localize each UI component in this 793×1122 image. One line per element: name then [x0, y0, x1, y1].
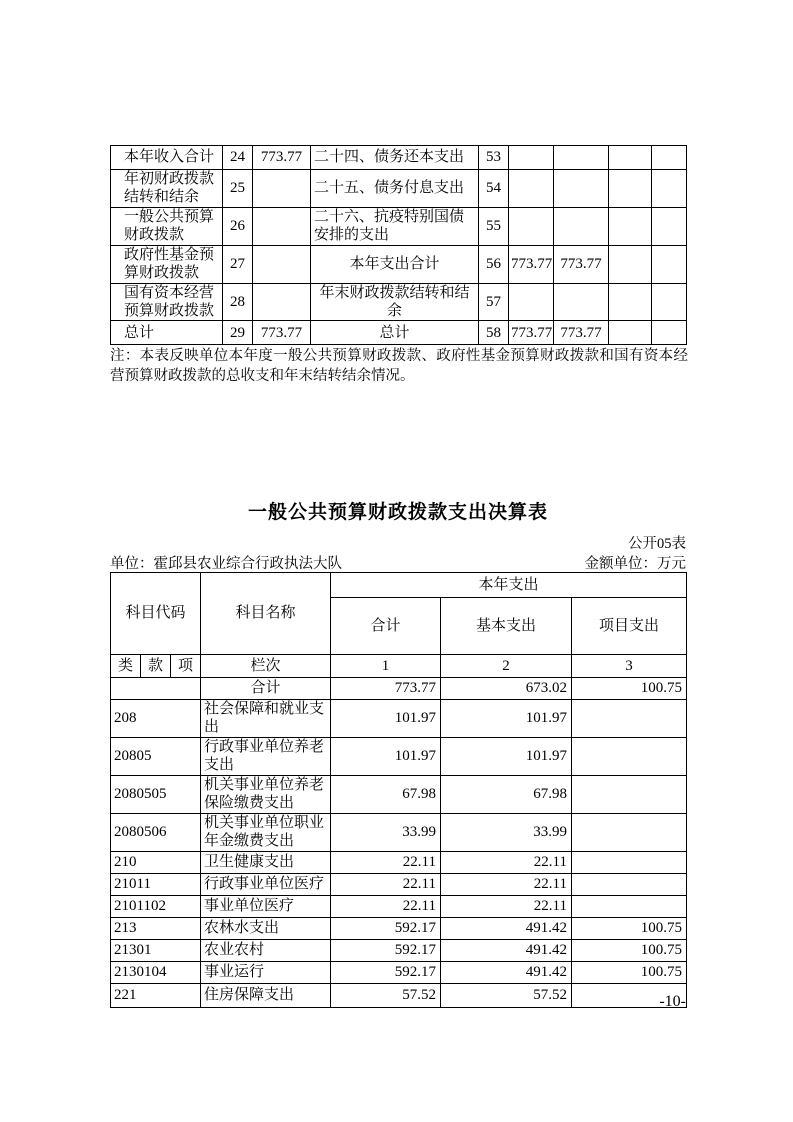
- table-cell: 年末财政拨款结转和结余: [311, 283, 479, 321]
- category-label: 类: [111, 655, 141, 677]
- column-index-3: 3: [572, 655, 687, 678]
- table-cell: 100.75: [572, 961, 687, 983]
- table-row: [111, 813, 687, 851]
- column-index-row: [111, 655, 687, 678]
- table-cell: 27: [223, 245, 253, 283]
- table-cell: 101.97: [441, 737, 572, 775]
- table-cell: 53: [479, 146, 509, 170]
- table-cell: [111, 678, 201, 700]
- column-index-2: 2: [441, 655, 572, 678]
- table-cell: 事业运行: [201, 961, 331, 983]
- table-cell: [609, 207, 652, 245]
- table-cell: 57: [479, 283, 509, 321]
- table-cell: 773.77: [331, 678, 441, 700]
- unit-line: [110, 552, 686, 573]
- table-cell: 行政事业单位医疗: [201, 873, 331, 895]
- section-label: 款: [141, 655, 171, 677]
- table-cell: 57.52: [441, 983, 572, 1007]
- table-cell: 机关事业单位职业年金缴费支出: [201, 813, 331, 851]
- table-cell: [572, 873, 687, 895]
- table-cell: 卫生健康支出: [201, 851, 331, 873]
- table-note: 注：本表反映单位本年度一般公共预算财政拨款、政府性基金预算财政拨款和国有资本经营预算财政拨款的总收支和年末结转结余情况。: [110, 348, 688, 384]
- table-cell: 22.11: [331, 895, 441, 917]
- table-cell: 行政事业单位养老支出: [201, 737, 331, 775]
- table-cell: 本年收入合计: [111, 146, 223, 170]
- table-row: [111, 775, 687, 813]
- table-row: [111, 321, 687, 345]
- table-cell: [572, 775, 687, 813]
- table-cell: [652, 283, 687, 321]
- table-cell: 22.11: [331, 873, 441, 895]
- funding-summary-table: [110, 145, 687, 345]
- table-cell: [652, 321, 687, 345]
- table-cell: 总计: [311, 321, 479, 345]
- table-cell: [509, 146, 554, 170]
- table-row: [111, 207, 687, 245]
- table-cell: 农业农村: [201, 939, 331, 961]
- table-cell: [509, 170, 554, 208]
- table-cell: [652, 146, 687, 170]
- table-code-label: 公开05表: [628, 536, 686, 552]
- table-cell: 101.97: [331, 700, 441, 738]
- table-cell: [652, 245, 687, 283]
- table-cell: [509, 283, 554, 321]
- table-row: [111, 170, 687, 208]
- table-cell: 2080506: [111, 813, 201, 851]
- table-cell: [572, 700, 687, 738]
- table-row: [111, 895, 687, 917]
- table-cell: 57.52: [331, 983, 441, 1007]
- table-cell: 67.98: [331, 775, 441, 813]
- table-row: [111, 873, 687, 895]
- item-label: 项: [177, 657, 193, 674]
- table-cell: 21011: [111, 873, 201, 895]
- table-cell: 住房保障支出: [201, 983, 331, 1007]
- table-cell: 社会保障和就业支出: [201, 700, 331, 738]
- table-cell: 国有资本经营预算财政拨款: [111, 283, 223, 321]
- table-cell: 二十四、债务还本支出: [311, 146, 479, 170]
- table-cell: 2130104: [111, 961, 201, 983]
- header-basic-expenditure: 基本支出: [441, 598, 572, 655]
- table-cell: 22.11: [331, 851, 441, 873]
- table-cell: 491.42: [441, 961, 572, 983]
- header-total: 合计: [331, 598, 441, 655]
- total-row: [111, 678, 687, 700]
- table-cell: 26: [223, 207, 253, 245]
- table-row: [111, 961, 687, 983]
- category-section-item-cell: [111, 655, 201, 678]
- header-current-year-expenditure: 本年支出: [331, 573, 687, 598]
- table-cell: [572, 813, 687, 851]
- table-cell: 100.75: [572, 678, 687, 700]
- header-subject-name: 科目名称: [201, 573, 331, 655]
- funding-summary-table-wrap: [110, 145, 687, 345]
- table-cell: [652, 207, 687, 245]
- table-cell: 二十五、债务付息支出: [311, 170, 479, 208]
- table-cell: 20805: [111, 737, 201, 775]
- table-cell: [652, 170, 687, 208]
- section-title: 一般公共预算财政拨款支出决算表: [247, 502, 548, 523]
- table-cell: 773.77: [509, 245, 554, 283]
- table-cell: 773.77: [253, 321, 311, 345]
- table-cell: 年初财政拨款结转和结余: [111, 170, 223, 208]
- expenditure-table: [110, 572, 687, 1008]
- table-row: [111, 245, 687, 283]
- table-cell: 本年支出合计: [311, 245, 479, 283]
- table-cell: 67.98: [441, 775, 572, 813]
- amount-unit-label: 金额单位：万元: [584, 556, 686, 572]
- table-header-row: [111, 573, 687, 598]
- table-cell: 592.17: [331, 917, 441, 939]
- table-cell: 事业单位医疗: [201, 895, 331, 917]
- table-cell: 773.77: [554, 245, 609, 283]
- table-cell: 213: [111, 917, 201, 939]
- header-subject-code: 科目代码: [111, 573, 201, 655]
- table-cell: [554, 170, 609, 208]
- table-row: [111, 283, 687, 321]
- table-cell: [609, 245, 652, 283]
- table-row: [111, 146, 687, 170]
- table-cell: 491.42: [441, 939, 572, 961]
- table-cell: 210: [111, 851, 201, 873]
- table-cell: [609, 170, 652, 208]
- table-cell: 农林水支出: [201, 917, 331, 939]
- table-row: [111, 737, 687, 775]
- table-cell: 592.17: [331, 961, 441, 983]
- table-cell: 33.99: [331, 813, 441, 851]
- table-cell: 29: [223, 321, 253, 345]
- expenditure-table-wrap: [110, 572, 687, 1008]
- table-cell: 491.42: [441, 917, 572, 939]
- table-cell: 101.97: [331, 737, 441, 775]
- table-cell: 56: [479, 245, 509, 283]
- table-cell: [572, 737, 687, 775]
- table-cell: 22.11: [441, 895, 572, 917]
- table-cell: [253, 170, 311, 208]
- table-cell: [609, 146, 652, 170]
- table-cell: 28: [223, 283, 253, 321]
- table-row: [111, 851, 687, 873]
- table-cell: 221: [111, 983, 201, 1007]
- table-cell: [253, 283, 311, 321]
- table-row: [111, 700, 687, 738]
- table-cell: [554, 207, 609, 245]
- table-cell: 21301: [111, 939, 201, 961]
- table-cell: 政府性基金预算财政拨款: [111, 245, 223, 283]
- table-cell: [253, 207, 311, 245]
- table-cell: 55: [479, 207, 509, 245]
- table-cell: 208: [111, 700, 201, 738]
- table-cell: 100.75: [572, 939, 687, 961]
- table-cell: [609, 283, 652, 321]
- column-index-label: 栏次: [201, 655, 331, 678]
- table-cell: 机关事业单位养老保险缴费支出: [201, 775, 331, 813]
- table-cell: 773.77: [509, 321, 554, 345]
- table-cell: 33.99: [441, 813, 572, 851]
- table-cell: 22.11: [441, 873, 572, 895]
- table-cell: 2080505: [111, 775, 201, 813]
- table-cell: 总计: [111, 321, 223, 345]
- table-cell: 二十六、抗疫特别国债安排的支出: [311, 207, 479, 245]
- table-cell: 2101102: [111, 895, 201, 917]
- table-cell: 一般公共预算财政拨款: [111, 207, 223, 245]
- page-number: -10-: [659, 993, 686, 1010]
- unit-label: 单位：霍邱县农业综合行政执法大队: [110, 556, 342, 572]
- header-project-expenditure: 项目支出: [572, 598, 687, 655]
- table-cell: 54: [479, 170, 509, 208]
- table-row: [111, 917, 687, 939]
- table-cell: 592.17: [331, 939, 441, 961]
- column-index-1: 1: [331, 655, 441, 678]
- table-cell: 773.77: [253, 146, 311, 170]
- table-cell: [554, 146, 609, 170]
- table-cell: 24: [223, 146, 253, 170]
- table-cell: [253, 245, 311, 283]
- table-cell: 22.11: [441, 851, 572, 873]
- table-cell: 773.77: [554, 321, 609, 345]
- table-cell: [572, 851, 687, 873]
- table-cell: [572, 895, 687, 917]
- table-cell: 673.02: [441, 678, 572, 700]
- table-cell: [554, 283, 609, 321]
- table-cell: 合计: [201, 678, 331, 700]
- table-cell: 100.75: [572, 917, 687, 939]
- table-cell: 25: [223, 170, 253, 208]
- table-row: [111, 939, 687, 961]
- table-cell: 58: [479, 321, 509, 345]
- table-cell: [509, 207, 554, 245]
- table-cell: [609, 321, 652, 345]
- table-cell: 101.97: [441, 700, 572, 738]
